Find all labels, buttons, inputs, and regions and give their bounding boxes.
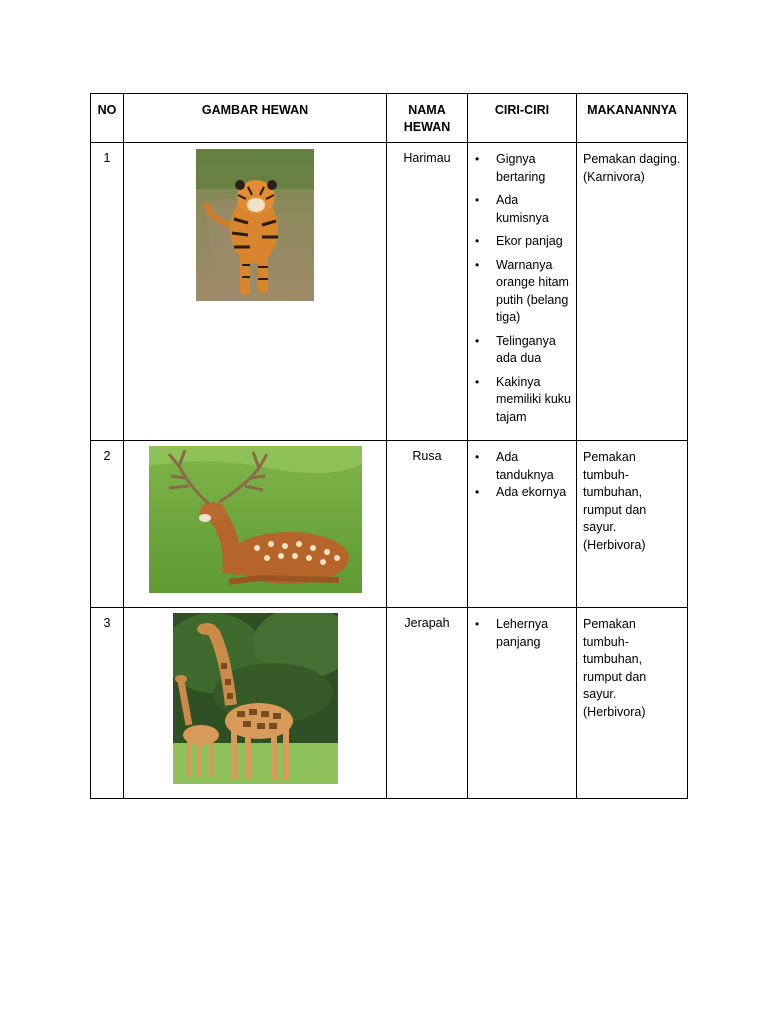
header-traits: CIRI-CIRI <box>468 94 577 143</box>
image-cell <box>124 143 387 441</box>
row-number: 3 <box>91 608 124 799</box>
image-cell <box>124 441 387 608</box>
deer-photo <box>149 446 362 593</box>
header-image: GAMBAR HEWAN <box>124 94 387 143</box>
giraffe-photo <box>173 613 338 784</box>
header-no: NO <box>91 94 124 143</box>
tiger-photo <box>196 149 314 301</box>
bullet-icon: • <box>475 257 480 272</box>
bullet-icon: • <box>475 234 480 248</box>
food-cell: Pemakan tumbuh-tumbuhan, rumput dan sayur. (Herbivora) <box>577 441 688 608</box>
table-row <box>91 608 688 799</box>
list-item: • Kakinya memiliki kuku tajam <box>475 374 572 424</box>
traits-list <box>468 608 576 663</box>
row-number: 2 <box>91 441 124 608</box>
header-food: MAKANANNYA <box>577 94 688 143</box>
header-row <box>91 94 688 143</box>
food-cell: Pemakan tumbuh-tumbuhan, rumput dan sayur. (Herbivora) <box>577 608 688 799</box>
list-item: • Telinganya ada dua <box>475 333 556 365</box>
traits-list <box>468 441 576 508</box>
animal-name: Harimau <box>387 143 468 441</box>
traits-cell <box>468 608 577 799</box>
table-row <box>91 441 688 608</box>
bullet-icon: • <box>475 485 480 499</box>
list-item: • Gignya bertaring <box>475 152 546 184</box>
list-item: • Ada tanduknya <box>475 450 554 482</box>
list-item: • Ekor panjag <box>496 233 572 251</box>
traits-cell <box>468 441 577 608</box>
traits-list <box>468 143 576 438</box>
traits-cell <box>468 143 577 441</box>
list-item: • Lehernya panjang <box>475 617 549 649</box>
animal-name: Rusa <box>387 441 468 608</box>
list-item: • Warnanya orange hitam putih (belang tiga) <box>475 257 569 324</box>
bullet-icon: • <box>475 193 480 207</box>
bullet-icon: • <box>475 617 480 631</box>
header-name: NAMA HEWAN <box>387 94 468 143</box>
food-cell: Pemakan daging. (Karnivora) <box>577 143 688 441</box>
list-item: • Ada ekornya <box>496 484 572 502</box>
animal-table <box>90 93 688 799</box>
image-cell <box>124 608 387 799</box>
table-row <box>91 143 688 441</box>
row-number: 1 <box>91 143 124 441</box>
list-item: • Ada kumisnya <box>475 193 549 225</box>
bullet-icon: • <box>475 333 480 348</box>
bullet-icon: • <box>475 152 480 166</box>
bullet-icon: • <box>475 374 480 389</box>
animal-name: Jerapah <box>387 608 468 799</box>
bullet-icon: • <box>475 450 480 464</box>
